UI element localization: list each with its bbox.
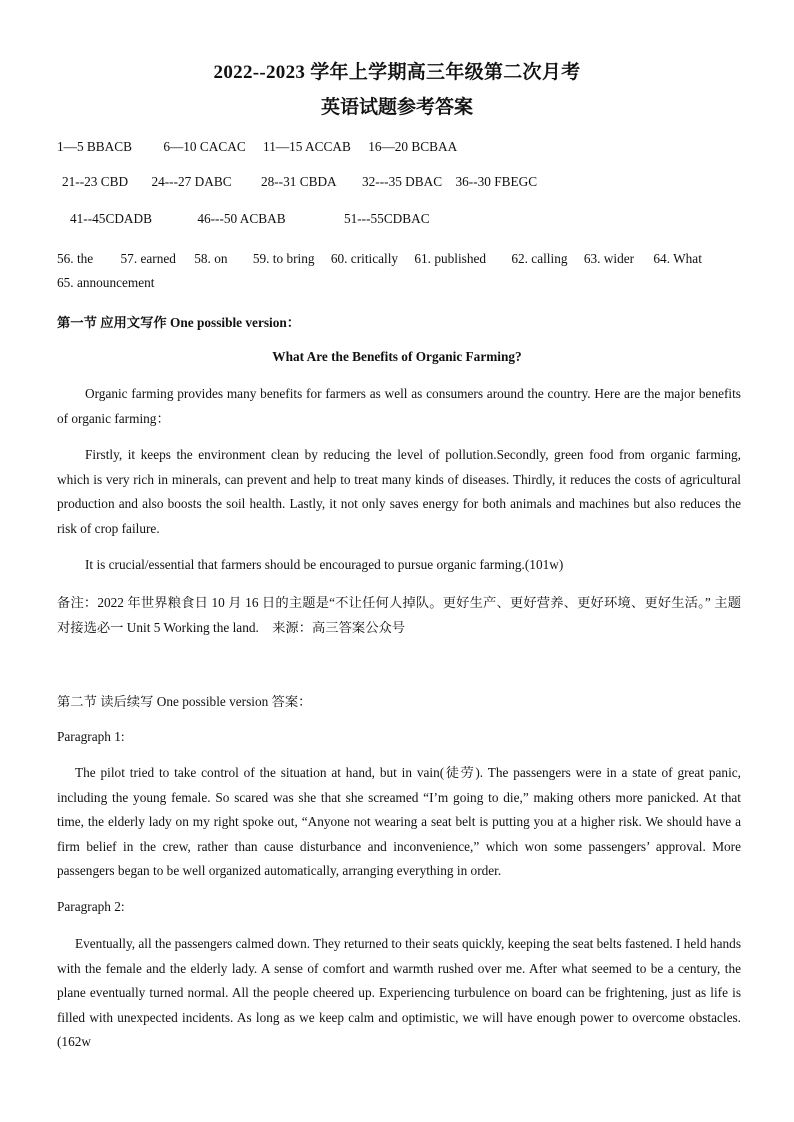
essay-paragraph-3: It is crucial/essential that farmers should be encouraged to pursue organic farming.(101w)	[85, 557, 564, 572]
answer-item: 36--30 FBEGC	[455, 174, 538, 189]
answer-row-4	[57, 251, 702, 267]
continuation-paragraph-2: Eventually, all the passengers calmed down. They returned to their seats quickly, keeping the seat belts fastened. I held hands with the female and the elderly lady. A sense of comfort and warmth rushed over me. After what seemed to be a century, the plane eventually turned normal. All the people cheered up. Experiencing turbulence on board can be frightening, just as life is filled with unexpected incidents. As long as we keep calm and optimistic, we will have enough power to overcome obstacles.(162w	[57, 936, 741, 1049]
answer-item: 24---27 DABC	[151, 174, 232, 189]
answer-item: 1—5 BBACB	[57, 139, 132, 154]
answer-item: 41--45CDADB	[70, 211, 152, 226]
paragraph-2-label: Paragraph 2:	[57, 899, 125, 914]
answer-item: 62. calling	[511, 251, 568, 266]
answer-row-2	[62, 174, 537, 190]
section-2-heading: 第二节 读后续写 One possible version 答案：	[57, 694, 312, 709]
document-title: 2022--2023 学年上学期高三年级第二次月考	[213, 62, 581, 83]
essay-paragraph-2: Firstly, it keeps the environment clean by reducing the level of pollution.Secondly, green food from organic farming, which is very rich in minerals, can prevent and help to treat many kinds of diseases. Thirdly, it reduces the costs of agricultural production and also boosts the soil health. Lastly, it not only saves energy for both animals and machines but also reduces the risk of crop failure.	[57, 447, 741, 536]
continuation-paragraph-1: The pilot tried to take control of the situation at hand, but in vain(徒劳). The passengers were in a state of great panic, including the young female. So scared was she that she screamed “I’m going to die,” making others more panicked. At that time, the elderly lady on my right spoke out, “Anyone not wearing a seat belt is putting you at a higher risk. We should have a firm belief in the crew, rather than cause disturbance and inconvenience,” which won some passengers’ approval. More passengers began to be well organized automatically, arranging everything in order.	[57, 765, 741, 878]
answer-item: 6—10 CACAC	[163, 139, 246, 154]
essay-paragraph-1: Organic farming provides many benefits for farmers as well as consumers around the country. Here are the major benefits of organic farming：	[57, 386, 741, 426]
answer-item: 60. critically	[330, 251, 399, 266]
document-subtitle: 英语试题参考答案	[320, 97, 473, 118]
answer-item: 58. on	[194, 251, 228, 266]
paragraph-1-label: Paragraph 1:	[57, 729, 125, 744]
answer-item: 21--23 CBD	[62, 174, 129, 189]
answer-item: 32---35 DBAC	[361, 174, 443, 189]
answer-row-3	[70, 211, 430, 227]
answer-row-5: 65. announcement	[57, 275, 155, 290]
answer-item: 28--31 CBDA	[260, 174, 337, 189]
answer-item: 51---55CDBAC	[343, 211, 430, 226]
answer-item: 64. What	[653, 251, 702, 266]
answer-item: 57. earned	[120, 251, 176, 266]
answer-item: 11—15 ACCAB	[263, 139, 351, 154]
note-text: 备注：2022 年世界粮食日 10 月 16 日的主题是“不让任何人掉队。更好生产、更好营养、更好环境、更好生活。” 主题对接选必一 Unit 5 Working the land. 来源：高三答案公众号	[57, 595, 741, 635]
essay-title: What Are the Benefits of Organic Farming?	[272, 349, 522, 364]
answer-item: 61. published	[414, 251, 487, 266]
answer-item: 59. to bring	[252, 251, 315, 266]
section-1-heading: 第一节 应用文写作 One possible version：	[57, 315, 301, 330]
answer-item: 56. the	[57, 251, 94, 266]
answer-item: 46---50 ACBAB	[197, 211, 286, 226]
answer-item: 16—20 BCBAA	[368, 139, 458, 154]
answer-row-1	[57, 139, 457, 155]
answer-item: 63. wider	[583, 251, 635, 266]
